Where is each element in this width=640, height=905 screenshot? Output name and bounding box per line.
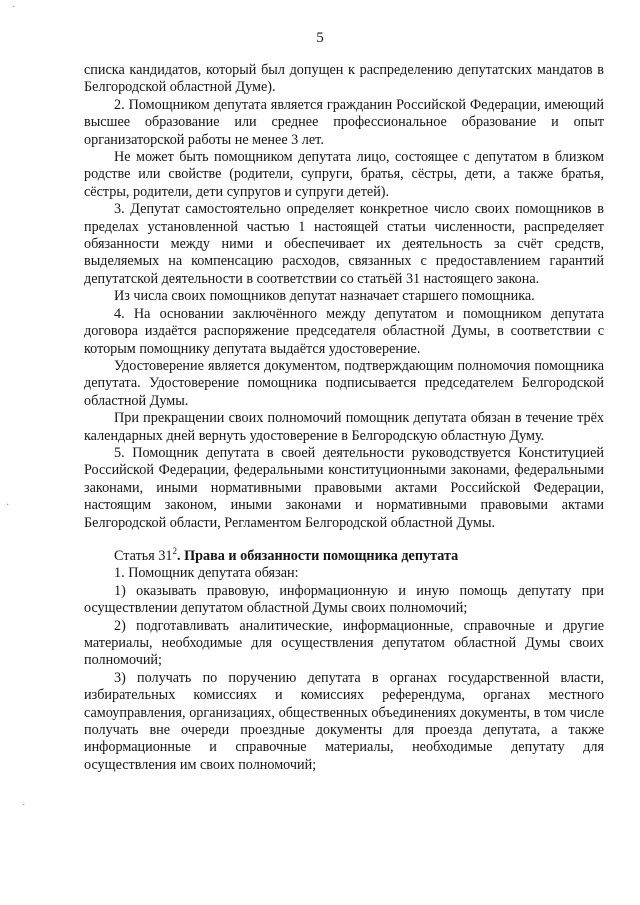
article-heading [84,545,604,565]
article-number: Статья 31 [114,547,173,564]
scan-margin-mark: · [12,2,16,13]
article-paragraph: 1. Помощник депутата обязан: [114,565,299,582]
paragraph: Удостоверение является документом, подтверждающим полномочия помощника депутата. Удостоверение помощника подписывается председателем Белгородской областной Думы. [84,357,604,409]
article-number-superscript: 2 [172,545,178,556]
document-body [84,62,604,774]
paragraph: Не может быть помощником депутата лицо, состоящее с депутатом в близком родстве или свойстве (родители, супруги, братья, сёстры, дети, а также братья, сёстры, родители, дети супругов и супруги детей). [84,149,604,200]
scan-margin-mark: · [6,500,10,511]
paragraph: При прекращении своих полномочий помощник депутата обязан в течение трёх календарных дней вернуть удостоверение в Белгородскую областную Думу. [84,410,604,444]
paragraph: 5. Помощник депутата в своей деятельности руководствуется Конституцией Российской Федерации, федеральными конституционными законами, федеральными законами, иными нормативными правовыми актами Российской Федерации, настоящим законом, иными законами и нормативными правовыми актами Белгородской области, Регламентом Белгородской областной Думы. [84,444,604,531]
article-paragraph: 3) получать по поручению депутата в органах государственной власти, избирательных комиссиях и комиссиях референдума, органах местного самоуправления, организациях, общественных объединениях документы, в том числе получать вне очереди проездные документы для проезда депутата, а также информационные и справочные материалы, необходимые депутату для осуществления им своих полномочий; [84,669,604,773]
paragraph: Из числа своих помощников депутат назначает старшего помощника. [114,288,535,305]
article-paragraph: 1) оказывать правовую, информационную и иную помощь депутату при осуществлении депутатом областной Думы своих полномочий; [84,582,604,617]
paragraph: списка кандидатов, который был допущен к распределению депутатских мандатов в Белгородской областной Думе). [84,62,604,96]
article-title: . Права и обязанности помощника депутата [177,547,459,564]
article-paragraph: 2) подготавливать аналитические, информационные, справочные и другие материалы, необходимые для осуществления депутатом областной Думы своих полномочий; [84,617,604,669]
paragraph: 4. На основании заключённого между депутатом и помощником депутата договора издаётся распоряжение председателя областной Думы, в соответствии с которым помощнику депутата выдаётся удостоверение. [84,305,604,357]
paragraph: 2. Помощником депутата является гражданин Российской Федерации, имеющий высшее образование или среднее профессиональное образование и опыт организаторской работы не менее 3 лет. [84,96,604,148]
paragraph: 3. Депутат самостоятельно определяет конкретное число своих помощников в пределах установленной частью 1 настоящей статьи численности, распределяет обязанности между ними и обеспечивает их деятельность за счёт средств, выделяемых на компенсацию расходов, связанных с предоставлением гарантий депутатской деятельности в соответствии со статьёй 31 настоящего закона. [84,201,604,287]
scan-margin-mark: · [22,800,26,811]
page-number: 5 [316,30,324,46]
